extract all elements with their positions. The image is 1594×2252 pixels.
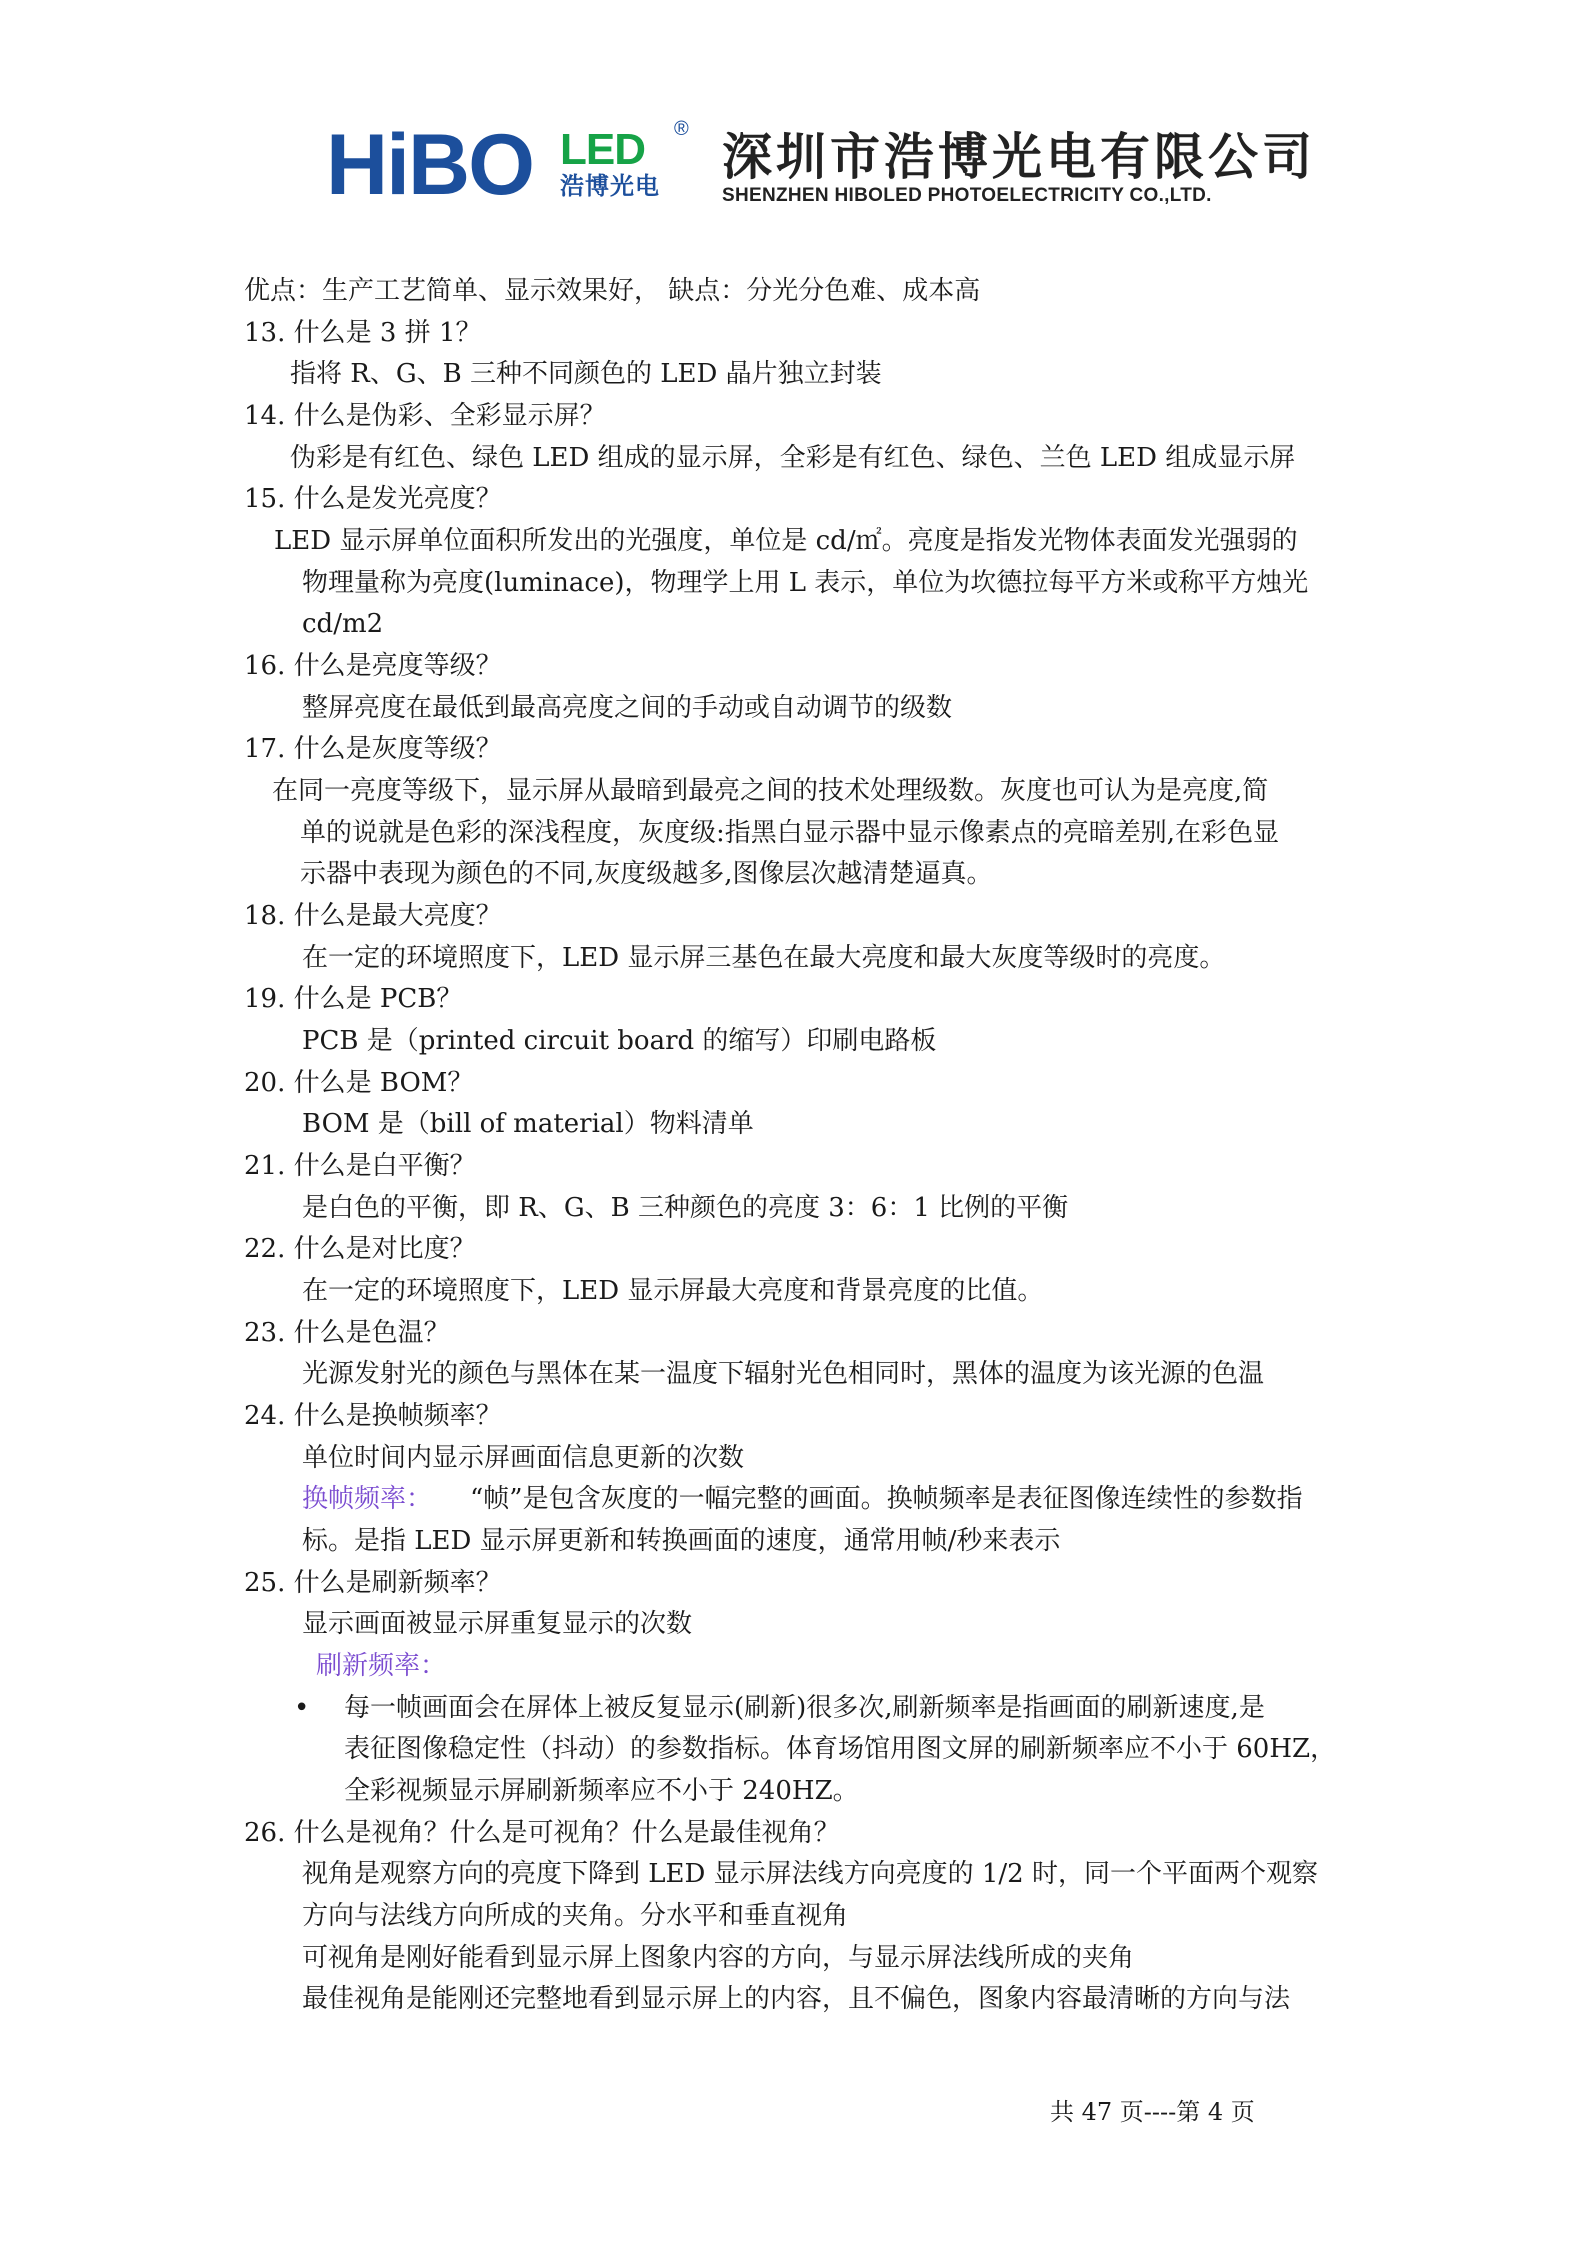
registered-mark: ® [674, 118, 689, 140]
answer-text: 单位时间内显示屏画面信息更新的次数 [302, 1443, 745, 1473]
question-heading: 13. 什么是 3 拼 1？ [244, 318, 482, 348]
text-line: 优点：生产工艺简单、显示效果好， 缺点：分光分色难、成本高 [244, 276, 981, 306]
answer-text: 伪彩是有红色、绿色 LED 组成的显示屏，全彩是有红色、绿色、兰色 LED 组成显示屏 [290, 443, 1296, 473]
answer-text: 全彩视频显示屏刷新频率应不小于 240HZ。 [344, 1776, 859, 1806]
term-label: 换帧频率： [302, 1484, 433, 1514]
question-heading: 15. 什么是发光亮度？ [244, 484, 502, 514]
question-heading: 20. 什么是 BOM？ [244, 1068, 474, 1098]
answer-text: 在同一亮度等级下，显示屏从最暗到最亮之间的技术处理级数。灰度也可认为是亮度,简 [272, 776, 1269, 806]
answer-text: 方向与法线方向所成的夹角。分水平和垂直视角 [302, 1901, 849, 1931]
logo-led-text: LED [560, 125, 645, 174]
term-label: 刷新频率： [316, 1651, 447, 1681]
answer-text: cd/m2 [302, 609, 384, 639]
answer-text: 是白色的平衡，即 R、G、B 三种颜色的亮度 3：6：1 比例的平衡 [302, 1193, 1069, 1223]
answer-text: 示器中表现为颜色的不同,灰度级越多,图像层次越清楚逼真。 [300, 859, 993, 889]
question-heading: 22. 什么是对比度？ [244, 1234, 476, 1264]
letterhead [326, 112, 1316, 213]
question-heading: 23. 什么是色温？ [244, 1318, 450, 1348]
question-heading: 18. 什么是最大亮度？ [244, 901, 502, 931]
question-heading: 14. 什么是伪彩、全彩显示屏？ [244, 401, 606, 431]
answer-text: 整屏亮度在最低到最高亮度之间的手动或自动调节的级数 [302, 693, 953, 723]
answer-text: 单的说就是色彩的深浅程度，灰度级:指黑白显示器中显示像素点的亮暗差别,在彩色显 [300, 818, 1280, 848]
answer-text: 视角是观察方向的亮度下降到 LED 显示屏法线方向亮度的 1/2 时，同一个平面两个观察 [302, 1859, 1318, 1889]
page-number: 共 47 页----第 4 页 [1050, 2098, 1255, 2126]
logo-wordmark: HiBO [326, 117, 533, 213]
company-name-english: SHENZHEN HIBOLED PHOTOELECTRICITY CO.,LTD. [722, 185, 1212, 206]
answer-text: 物理量称为亮度(luminace)，物理学上用 L 表示，单位为坎德拉每平方米或称平方烛光 [302, 568, 1309, 598]
question-heading: 24. 什么是换帧频率？ [244, 1401, 502, 1431]
bullet-icon: • [294, 1693, 310, 1723]
answer-text: 最佳视角是能刚还完整地看到显示屏上的内容，且不偏色，图象内容最清晰的方向与法 [302, 1984, 1291, 2014]
answer-text: LED 显示屏单位面积所发出的光强度，单位是 cd/㎡。亮度是指发光物体表面发光强弱的 [274, 526, 1298, 556]
company-logo [326, 112, 689, 213]
answer-text: 在一定的环境照度下，LED 显示屏最大亮度和背景亮度的比值。 [302, 1276, 1044, 1306]
question-heading: 21. 什么是白平衡？ [244, 1151, 476, 1181]
answer-text: 可视角是刚好能看到显示屏上图象内容的方向，与显示屏法线所成的夹角 [302, 1943, 1135, 1973]
answer-text: “帧”是包含灰度的一幅完整的画面。换帧频率是表征图像连续性的参数指 [470, 1484, 1303, 1514]
answer-text: PCB 是（printed circuit board 的缩写）印刷电路板 [302, 1026, 937, 1056]
company-name-chinese: 深圳市浩博光电有限公司 [722, 128, 1316, 186]
answer-text: 标。是指 LED 显示屏更新和转换画面的速度，通常用帧/秒来表示 [302, 1526, 1061, 1556]
answer-text: 在一定的环境照度下，LED 显示屏三基色在最大亮度和最大灰度等级时的亮度。 [302, 943, 1226, 973]
answer-text: 表征图像稳定性（抖动）的参数指标。体育场馆用图文屏的刷新频率应不小于 60HZ， [344, 1734, 1337, 1764]
question-heading: 25. 什么是刷新频率？ [244, 1568, 502, 1598]
company-name-block [722, 128, 1316, 208]
logo-chinese-text: 浩博光电 [560, 173, 660, 200]
answer-text: 指将 R、G、B 三种不同颜色的 LED 晶片独立封装 [290, 359, 882, 389]
question-heading: 16. 什么是亮度等级？ [244, 651, 502, 681]
answer-text: 每一帧画面会在屏体上被反复显示(刷新)很多次,刷新频率是指画面的刷新速度,是 [344, 1693, 1265, 1723]
answer-text: 显示画面被显示屏重复显示的次数 [302, 1609, 693, 1639]
question-heading: 19. 什么是 PCB？ [244, 984, 463, 1014]
answer-text: BOM 是（bill of material）物料清单 [302, 1109, 754, 1139]
question-heading: 17. 什么是灰度等级？ [244, 734, 502, 764]
answer-text: 光源发射光的颜色与黑体在某一温度下辐射光色相同时，黑体的温度为该光源的色温 [302, 1359, 1265, 1389]
question-heading: 26. 什么是视角？什么是可视角？什么是最佳视角？ [244, 1818, 840, 1848]
